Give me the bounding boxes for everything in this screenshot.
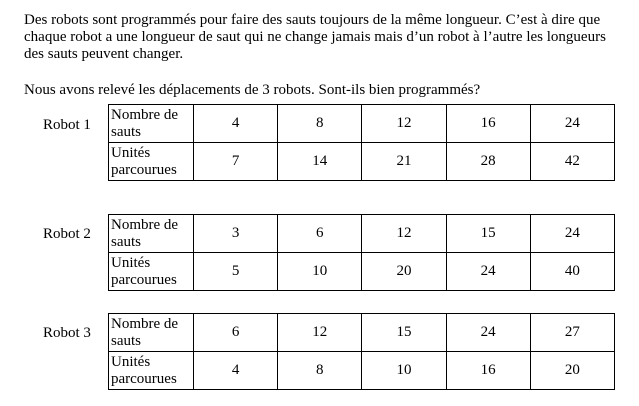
table-cell: 8 (278, 105, 362, 143)
table-row (109, 215, 615, 253)
table-cell: 7 (194, 143, 278, 181)
units-row-header: Unités parcourues (109, 253, 194, 291)
table-cell: 42 (530, 143, 614, 181)
robot-2-label: Robot 2 (43, 226, 91, 242)
table-cell: 40 (530, 253, 614, 291)
table-cell: 4 (194, 352, 278, 390)
table-cell: 12 (362, 215, 446, 253)
intro-paragraph: Des robots sont programmés pour faire des sauts toujours de la même longueur. C’est à dire que chaque robot a une longueur de saut qui ne change jamais mais d’un robot à l’autre les longueurs des sauts peuvent changer. (24, 12, 606, 62)
table-cell: 5 (194, 253, 278, 291)
table-row (109, 253, 615, 291)
robot-3-table (108, 313, 615, 390)
table-cell: 24 (530, 105, 614, 143)
table-cell: 16 (446, 105, 530, 143)
jumps-row-header: Nombre de sauts (109, 314, 194, 352)
units-row-header: Unités parcourues (109, 352, 194, 390)
table-cell: 6 (278, 215, 362, 253)
table-cell: 24 (446, 314, 530, 352)
table-cell: 14 (278, 143, 362, 181)
jumps-row-header: Nombre de sauts (109, 105, 194, 143)
table-cell: 20 (362, 253, 446, 291)
table-row (109, 314, 615, 352)
table-cell: 28 (446, 143, 530, 181)
table-cell: 6 (194, 314, 278, 352)
table-cell: 15 (362, 314, 446, 352)
table-row (109, 105, 615, 143)
table-row (109, 143, 615, 181)
table-row (109, 352, 615, 390)
table-cell: 4 (194, 105, 278, 143)
table-cell: 8 (278, 352, 362, 390)
table-cell: 20 (530, 352, 614, 390)
table-cell: 24 (530, 215, 614, 253)
units-row-header: Unités parcourues (109, 143, 194, 181)
jumps-row-header: Nombre de sauts (109, 215, 194, 253)
robot-2-table (108, 214, 615, 291)
table-cell: 15 (446, 215, 530, 253)
table-cell: 27 (530, 314, 614, 352)
table-cell: 24 (446, 253, 530, 291)
table-cell: 12 (362, 105, 446, 143)
robot-3-label: Robot 3 (43, 325, 91, 341)
robot-1-label: Robot 1 (43, 117, 91, 133)
table-cell: 10 (278, 253, 362, 291)
table-cell: 16 (446, 352, 530, 390)
table-cell: 10 (362, 352, 446, 390)
table-cell: 12 (278, 314, 362, 352)
table-cell: 21 (362, 143, 446, 181)
question-text: Nous avons relevé les déplacements de 3 robots. Sont-ils bien programmés? (24, 82, 481, 98)
table-cell: 3 (194, 215, 278, 253)
robot-1-table (108, 104, 615, 181)
